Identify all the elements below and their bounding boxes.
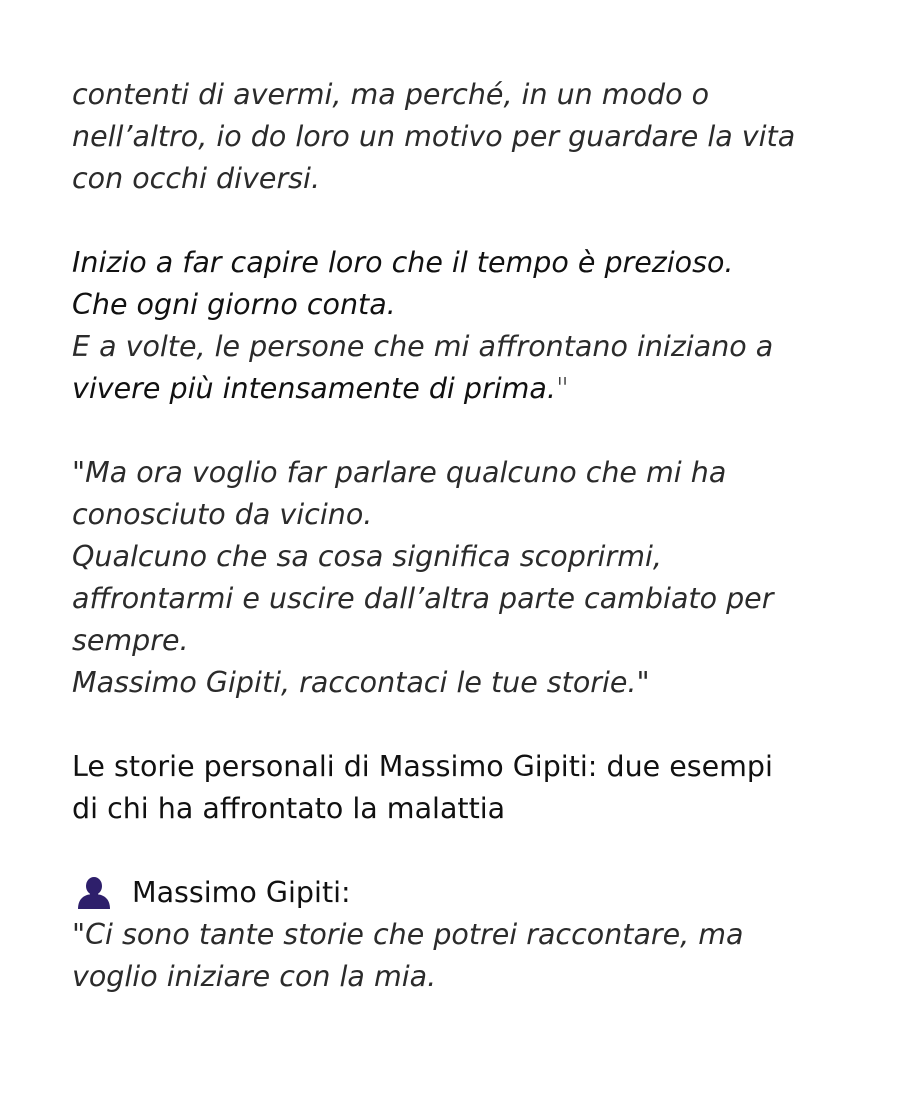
emphasis-line: Che ogni giorno conta. [72, 288, 396, 321]
text-line: Massimo Gipiti, raccontaci le tue storie." [72, 666, 650, 699]
closing-quote: " [555, 372, 570, 405]
text-line: conosciuto da vicino. [72, 498, 373, 531]
text-line: "Ma ora voglio far parlare qualcuno che mi ha [72, 456, 727, 489]
speaker-name: Massimo Gipiti: [132, 876, 351, 909]
text-line: nell’altro, io do loro un motivo per guardare la vita [72, 120, 796, 153]
paragraph-spacer [72, 410, 852, 452]
text-line: voglio iniziare con la mia. [72, 960, 437, 993]
emphasis-line: Inizio a far capire loro che il tempo è prezioso. [72, 246, 734, 279]
paragraph-spacer [72, 704, 852, 746]
paragraph-invitation [72, 452, 852, 704]
paragraph-spacer [72, 200, 852, 242]
text-line: E a volte, le persone che mi affrontano iniziano a [72, 330, 774, 363]
speaker-label [72, 872, 852, 914]
text-line: sempre. [72, 624, 189, 657]
paragraph-spacer [72, 830, 852, 872]
heading-line: Le storie personali di Massimo Gipiti: due esempi [72, 750, 773, 783]
paragraph-time-precious [72, 242, 852, 410]
paragraph-story-start [72, 914, 852, 998]
text-line: con occhi diversi. [72, 162, 320, 195]
text-line-mixed [72, 368, 852, 410]
text-line: "Ci sono tante storie che potrei raccontare, ma [72, 918, 744, 951]
text-line: contenti di avermi, ma perché, in un modo o [72, 78, 710, 111]
emphasis-text: vivere più intensamente di prima. [72, 372, 556, 405]
document-page [72, 74, 852, 998]
text-line: affrontarmi e uscire dall’altra parte cambiato per [72, 582, 774, 615]
bust-in-silhouette-icon [74, 876, 114, 910]
heading-line: di chi ha affrontato la malattia [72, 792, 506, 825]
section-heading [72, 746, 852, 830]
text-line: Qualcuno che sa cosa significa scoprirmi, [72, 540, 662, 573]
paragraph-intro [72, 74, 852, 200]
